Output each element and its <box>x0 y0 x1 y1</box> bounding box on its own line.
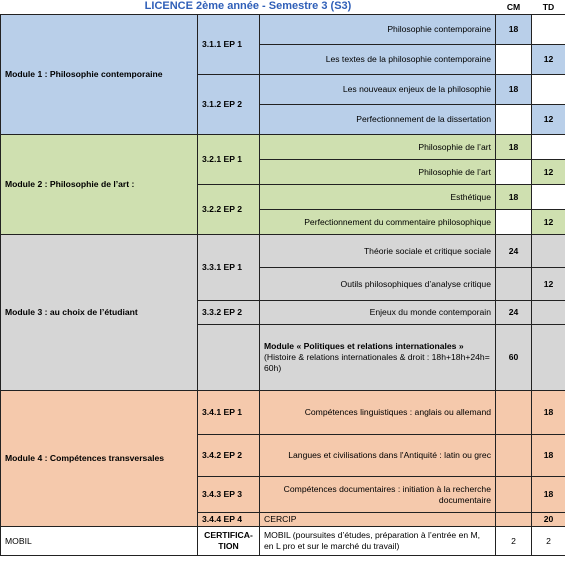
module-4-name: Module 4 : Compétences transversales <box>1 391 198 527</box>
td-value <box>532 235 565 268</box>
course-label: Outils philosophiques d’analyse critique <box>260 268 496 301</box>
cm-value: 60 <box>496 325 532 391</box>
cm-value: 18 <box>496 185 532 210</box>
cm-value: 18 <box>496 135 532 160</box>
ep-code: 3.4.4 EP 4 <box>198 513 260 527</box>
cm-value: 18 <box>496 15 532 45</box>
cm-value: 24 <box>496 235 532 268</box>
td-value: 12 <box>532 210 565 235</box>
course-label: Perfectionnement du commentaire philosophique <box>260 210 496 235</box>
cm-value <box>496 210 532 235</box>
table-row <box>1 235 565 268</box>
cm-value <box>496 160 532 185</box>
course-label <box>260 325 496 391</box>
td-value <box>532 185 565 210</box>
mobil-label: MOBIL (poursuites d’études, préparation à l’entrée en M, en L pro et sur le marché du travail) <box>260 527 496 556</box>
ep-code: 3.4.3 EP 3 <box>198 477 260 513</box>
cm-value <box>496 105 532 135</box>
td-value <box>532 75 565 105</box>
td-header: TD <box>542 1 555 12</box>
td-value: 20 <box>532 513 565 527</box>
header-row <box>1 0 565 15</box>
course-label-bold: Module « Politiques et relations internationales » <box>264 341 464 352</box>
ep-code: 3.1.2 EP 2 <box>198 75 260 135</box>
course-label: Théorie sociale et critique sociale <box>260 235 496 268</box>
td-value <box>532 15 565 45</box>
cm-value <box>496 45 532 75</box>
cm-value: 18 <box>496 75 532 105</box>
td-value: 12 <box>532 45 565 75</box>
certification-code: CERTIFICA-TION <box>198 527 260 556</box>
cm-value <box>496 268 532 301</box>
td-value: 12 <box>532 160 565 185</box>
course-label: CERCIP <box>260 513 496 527</box>
course-label: Philosophie de l’art <box>260 135 496 160</box>
table-row <box>1 527 565 556</box>
course-label: Les nouveaux enjeux de la philosophie <box>260 75 496 105</box>
module-1-name: Module 1 : Philosophie contemporaine <box>1 15 198 135</box>
ep-code: 3.1.1 EP 1 <box>198 15 260 75</box>
td-value: 12 <box>532 105 565 135</box>
course-label: Compétences linguistiques : anglais ou allemand <box>260 391 496 435</box>
table-row <box>1 391 565 435</box>
td-value: 2 <box>532 527 565 556</box>
course-label: Philosophie de l’art <box>260 160 496 185</box>
td-value: 18 <box>532 477 565 513</box>
td-value: 18 <box>532 435 565 477</box>
table-row <box>1 135 565 160</box>
course-label: Les textes de la philosophie contemporaine <box>260 45 496 75</box>
ep-code: 3.4.1 EP 1 <box>198 391 260 435</box>
module-3-name: Module 3 : au choix de l’étudiant <box>1 235 198 391</box>
course-label: Langues et civilisations dans l'Antiquité : latin ou grec <box>260 435 496 477</box>
course-label: Perfectionnement de la dissertation <box>260 105 496 135</box>
ep-code: 3.2.1 EP 1 <box>198 135 260 185</box>
module-2-name: Module 2 : Philosophie de l’art : <box>1 135 198 235</box>
td-value <box>532 135 565 160</box>
course-label: Enjeux du monde contemporain <box>260 301 496 325</box>
course-label-detail: (Histoire & relations internationales & droit : 18h+18h+24h= 60h) <box>264 352 490 373</box>
cm-value <box>496 513 532 527</box>
td-value <box>532 325 565 391</box>
table-title: LICENCE 2ème année - Semestre 3 (S3) <box>144 0 352 13</box>
cm-value <box>496 477 532 513</box>
course-label: Philosophie contemporaine <box>260 15 496 45</box>
ep-code <box>198 325 260 391</box>
ep-code: 3.4.2 EP 2 <box>198 435 260 477</box>
cm-header: CM <box>506 1 521 12</box>
cm-value <box>496 391 532 435</box>
course-label: Esthétique <box>260 185 496 210</box>
cm-value: 24 <box>496 301 532 325</box>
td-value: 18 <box>532 391 565 435</box>
ep-code: 3.2.2 EP 2 <box>198 185 260 235</box>
cm-value: 2 <box>496 527 532 556</box>
mobil-name: MOBIL <box>1 527 198 556</box>
cm-value <box>496 435 532 477</box>
course-label: Compétences documentaires : initiation à la recherche documentaire <box>260 477 496 513</box>
ep-code: 3.3.1 EP 1 <box>198 235 260 301</box>
td-value: 12 <box>532 268 565 301</box>
table-row <box>1 15 565 45</box>
ep-code: 3.3.2 EP 2 <box>198 301 260 325</box>
td-value <box>532 301 565 325</box>
